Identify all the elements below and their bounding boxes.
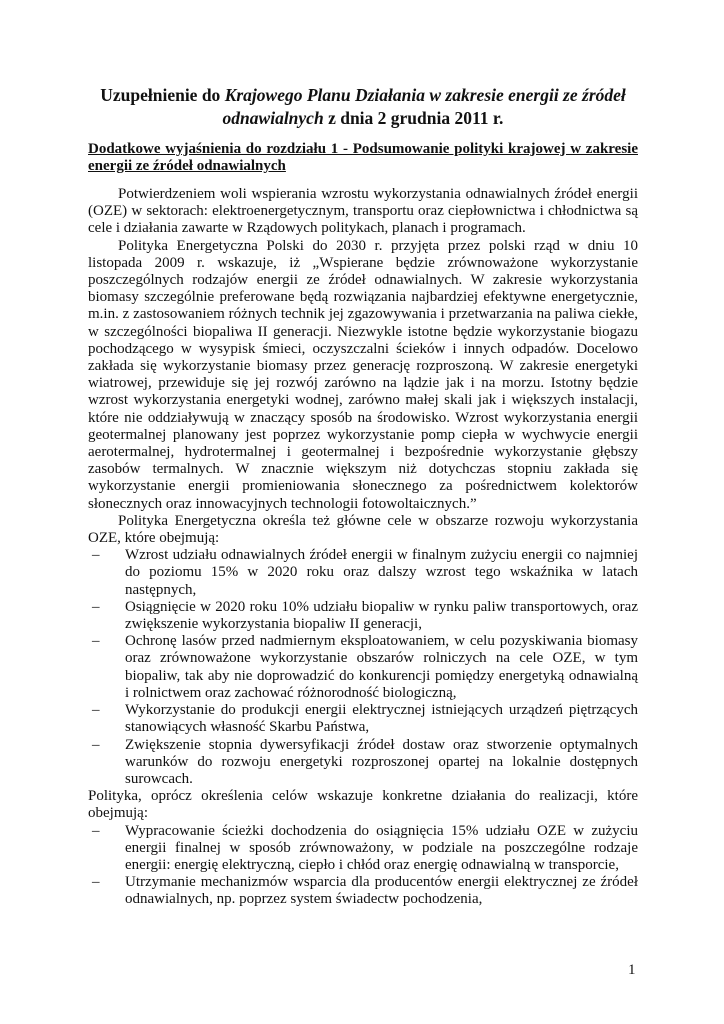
dash-bullet: – xyxy=(92,633,100,650)
list-item-text: Wypracowanie ścieżki dochodzenia do osiągnięcia 15% udziału OZE w zużyciu energii finalnej w sposób zrównoważony, w podziale na poszczególne rodzaje energii: energię elektryczną, ciepło i chłód oraz energię odnawialną w transporcie, xyxy=(125,822,638,873)
paragraph-1: Potwierdzeniem woli wspierania wzrostu wykorzystania odnawialnych źródeł energii (OZE) w sektorach: elektroenergetycznym, transportu oraz ciepłownictwa i chłodnictwa są cele i działania zawarte w Rządowych politykach, planach i programach. xyxy=(88,186,638,237)
paragraph-3: Polityka Energetyczna określa też główne cele w obszarze rozwoju wykorzystania OZE, które obejmują: xyxy=(88,512,638,547)
title-part1: Uzupełnienie do xyxy=(100,85,225,105)
list-item xyxy=(88,599,638,633)
list-item-text: Zwiększenie stopnia dywersyfikacji źródeł dostaw oraz stworzenie optymalnych warunków do rozwoju energetyki rozproszonej opartej na lokalnie dostępnych surowcach. xyxy=(125,736,638,787)
dash-bullet: – xyxy=(92,822,100,839)
list-item-text: Osiągnięcie w 2020 roku 10% udziału biopaliw w rynku paliw transportowych, oraz zwiększenie wykorzystania biopaliw II generacji, xyxy=(125,598,638,633)
actions-list xyxy=(88,823,638,909)
list-item xyxy=(88,874,638,908)
list-item xyxy=(88,737,638,789)
dash-bullet: – xyxy=(92,547,100,564)
dash-bullet: – xyxy=(92,874,100,891)
section-heading: Dodatkowe wyjaśnienia do rozdziału 1 - Podsumowanie polityki krajowej w zakresie energii ze źródeł odnawialnych xyxy=(88,141,638,174)
dash-bullet: – xyxy=(92,598,100,615)
paragraph-4: Polityka, oprócz określenia celów wskazuje konkretne działania do realizacji, które obejmują: xyxy=(88,788,638,822)
list-item xyxy=(88,633,638,702)
list-item xyxy=(88,547,638,599)
list-item-text: Wykorzystanie do produkcji energii elektrycznej istniejących urządzeń piętrzących stanowiących własność Skarbu Państwa, xyxy=(125,702,638,736)
list-item xyxy=(88,702,638,736)
list-item-text: Ochronę lasów przed nadmiernym eksploatowaniem, w celu pozyskiwania biomasy oraz zrównoważone wykorzystanie obszarów rolniczych na cele OZE, w tym biopaliw, tak aby nie doprowadzić do konkurencji pomiędzy energetyką odnawialną i rolnictwem oraz zachować różnorodność biologiczną, xyxy=(125,633,638,701)
title-italic: Krajowego Planu Działania w zakresie energii ze źródeł odnawialnych xyxy=(222,85,626,128)
document-body xyxy=(88,186,638,909)
document-title xyxy=(88,84,638,130)
dash-bullet: – xyxy=(92,736,100,753)
page-number: 1 xyxy=(628,962,636,978)
goals-list xyxy=(88,547,638,788)
list-item xyxy=(88,823,638,875)
title-part2: z dnia 2 grudnia 2011 r. xyxy=(323,108,504,128)
dash-bullet: – xyxy=(92,702,100,719)
list-item-text: Utrzymanie mechanizmów wsparcia dla producentów energii elektrycznej ze źródeł odnawialnych, np. poprzez system świadectw pochodzenia, xyxy=(125,874,638,908)
list-item-text: Wzrost udziału odnawialnych źródeł energii w finalnym zużyciu energii co najmniej do poziomu 15% w 2020 roku oraz dalszy wzrost tego wskaźnika w latach następnych, xyxy=(125,547,638,598)
paragraph-2: Polityka Energetyczna Polski do 2030 r. przyjęta przez polski rząd w dniu 10 listopada 2009 r. wskazuje, iż „Wspierane będzie zrównoważone wykorzystanie poszczególnych rodzajów energii ze źródeł odnawialnych. W zakresie wykorzystania biomasy szczególnie preferowane będą rozwiązania najbardziej efektywne energetycznie, m.in. z zastosowaniem różnych technik jej zgazowywania i przetwarzania na paliwa ciekłe, w szczególności biopaliwa II generacji. Niezwykle istotne będzie wykorzystanie biogazu pochodzącego w wysypisk śmieci, oczyszczalni ścieków i innych odpadów. Docelowo zakłada się wykorzystanie biomasy przez generację rozproszoną. W zakresie energetyki wiatrowej, przewiduje się jej rozwój zarówno na lądzie jak i na morzu. Istotny będzie wzrost wykorzystania energetyki wodnej, zarówno małej skali jak i większych instalacji, które nie oddziaływują w znaczący sposób na środowisko. Wzrost wykorzystania energii geotermalnej planowany jest poprzez wykorzystanie pomp ciepła w wychwycie energii aerotermalnej, hydrotermalnej i geotermalnej i bezpośrednie wykorzystanie głębszy zasobów termalnych. W znacznie większym niż dotychczas stopniu zakłada się wykorzystanie energii promieniowania słonecznego za pośrednictwem kolektorów słonecznych oraz innowacyjnych technologii fotowoltaicznych.” xyxy=(88,237,638,512)
